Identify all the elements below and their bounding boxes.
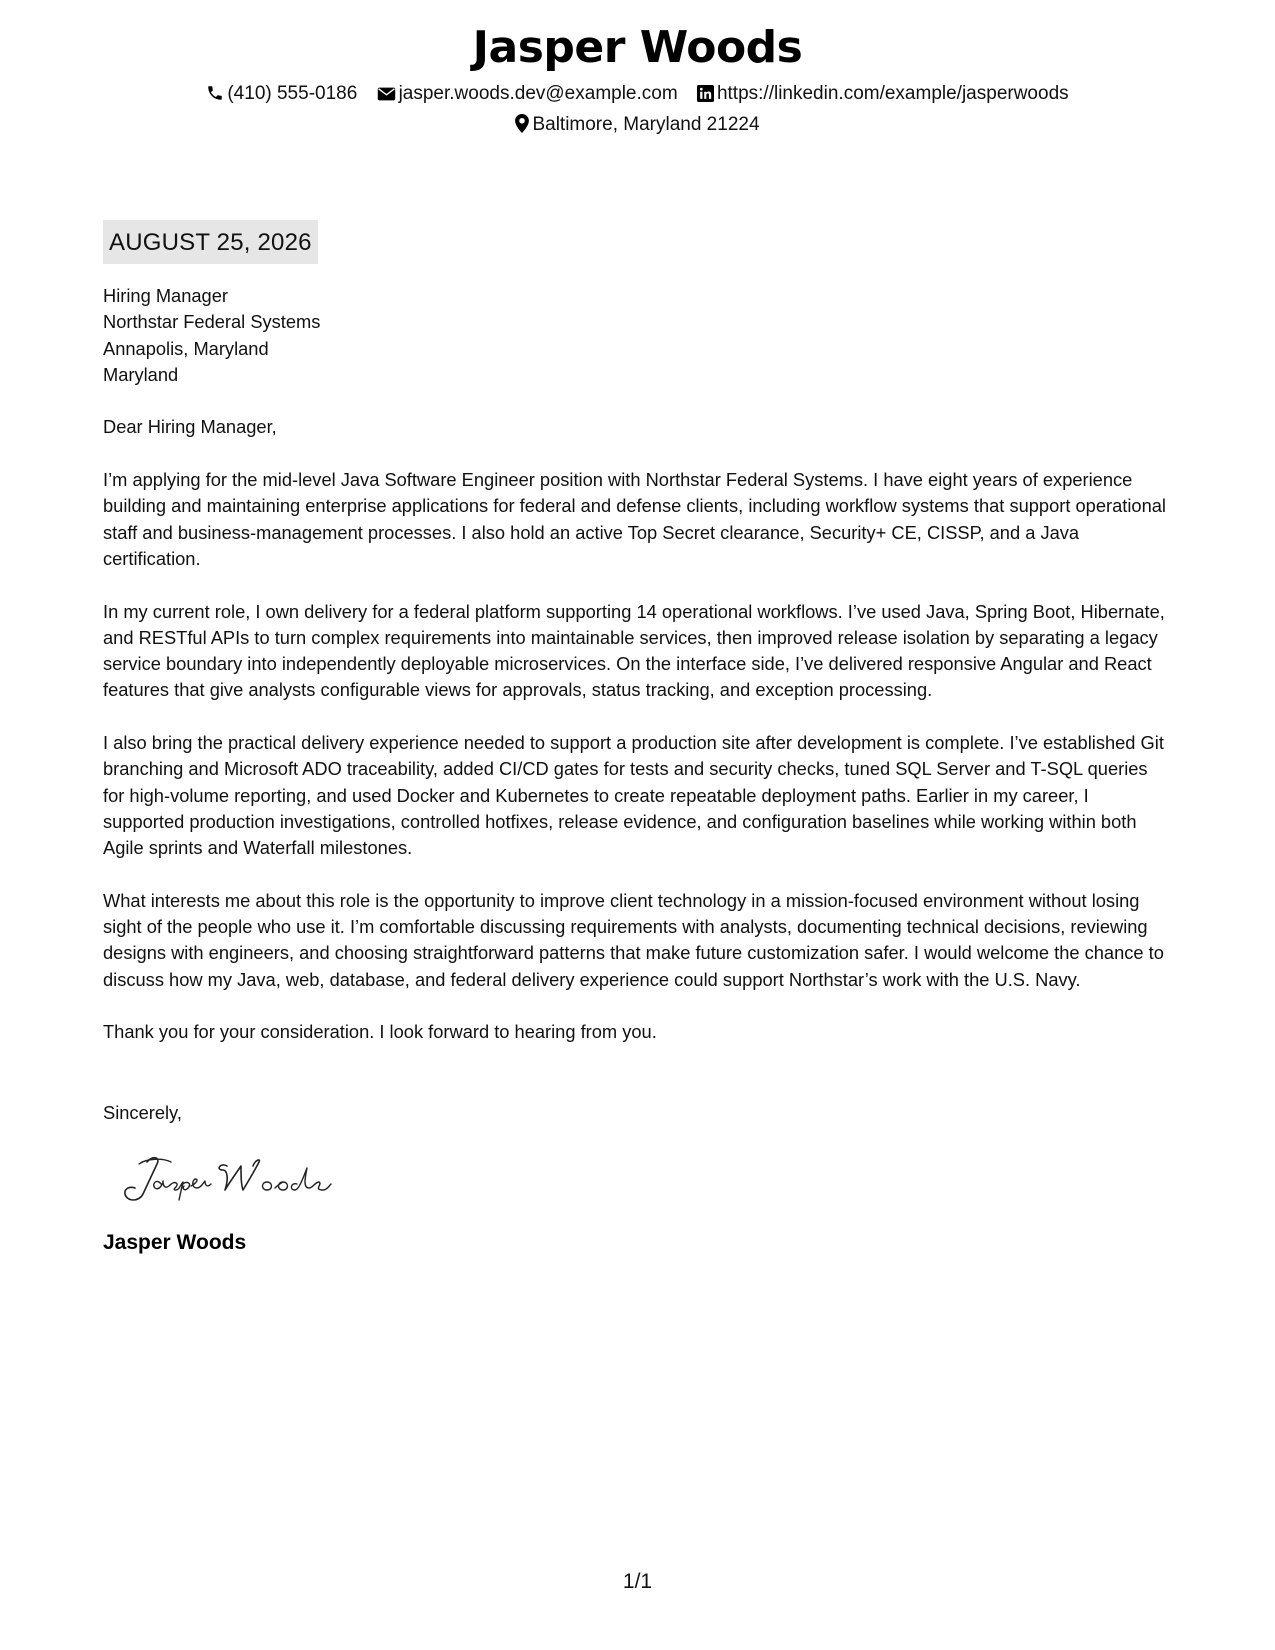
contact-row [0, 78, 1275, 109]
contact-location [515, 109, 759, 140]
letter-body [103, 283, 1173, 1258]
body-paragraph-3: I also bring the practical delivery experience needed to support a production site after development is complete. I’ve established Git branching and Microsoft ADO traceability, added CI/CD gates for tests and security checks, tuned SQL Server and T-SQL queries for high-volume reporting, and used Docker and Kubernetes to create repeatable deployment paths. Earlier in my career, I supported production investigations, controlled hotfixes, release evidence, and configuration baselines while working within both Agile sprints and Waterfall milestones. [103, 732, 1164, 859]
handwritten-signature [117, 1148, 357, 1208]
envelope-icon [377, 86, 396, 102]
body-paragraph-1: I’m applying for the mid-level Java Software Engineer position with Northstar Federal Systems. I have eight years of experience building and maintaining enterprise applications for federal and defense clients, including workflow systems that support operational staff and business-management processes. I also hold an active Top Secret clearance, Security+ CE, CISSP, and a Java certification. [103, 469, 1166, 569]
body-paragraph-5: Thank you for your consideration. I look forward to hearing from you. [103, 1021, 657, 1043]
closing: Sincerely, [103, 1101, 182, 1123]
email-link[interactable]: jasper.woods.dev@example.com [398, 83, 678, 104]
signed-name: Jasper Woods [103, 1230, 247, 1254]
letter-header [0, 18, 1275, 140]
spacer [103, 1072, 1173, 1100]
salutation: Dear Hiring Manager, [103, 416, 277, 438]
location-text: Baltimore, Maryland 21224 [532, 114, 760, 135]
body-paragraph-4: What interests me about this role is the opportunity to improve client technology in a mission-focused environment without losing sight of the people who use it. I’m comfortable discussing requirements with analysts, documenting technical decisions, reviewing designs with engineers, and choosing straightforward patterns that make future customization safer. I would welcome the chance to discuss how my Java, web, database, and federal delivery experience could support Northstar’s work with the U.S. Navy. [103, 889, 1164, 990]
letter-date: AUGUST 25, 2026 [103, 220, 318, 264]
page-number: 1/1 [622, 1570, 653, 1593]
linkedin-icon [697, 85, 714, 102]
recipient-city: Annapolis, Maryland [103, 337, 269, 359]
map-pin-icon [515, 114, 529, 133]
recipient-title: Hiring Manager [103, 285, 228, 306]
recipient-block [103, 283, 1173, 388]
phone-icon [206, 84, 224, 102]
contact-linkedin [697, 78, 1069, 109]
contact-phone [206, 78, 357, 109]
location-row [0, 109, 1275, 140]
recipient-company: Northstar Federal Systems [103, 311, 321, 333]
recipient-state: Maryland [103, 363, 179, 385]
contact-email [377, 78, 678, 109]
linkedin-link[interactable]: https://linkedin.com/example/jasperwoods [716, 83, 1069, 104]
phone-text: (410) 555-0186 [227, 83, 358, 104]
applicant-name: Jasper Woods [472, 22, 803, 73]
body-paragraph-2: In my current role, I own delivery for a federal platform supporting 14 operational workflows. I’ve used Java, Spring Boot, Hibernate, and RESTful APIs to turn complex requirements into maintainable services, then improved release isolation by separating a legacy service boundary into independently deployable microservices. On the interface side, I’ve delivered responsive Angular and React features that give analysts configurable views for approvals, status tracking, and exception processing. [103, 600, 1165, 701]
